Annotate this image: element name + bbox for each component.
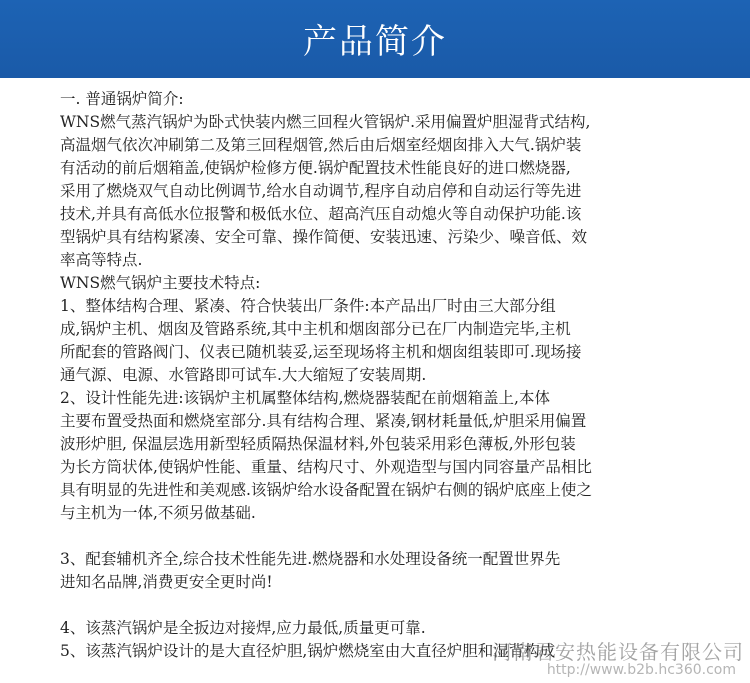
text-line: 3、配套辅机齐全,综合技术性能先进.燃烧器和水处理设备统一配置世界先 bbox=[60, 550, 561, 568]
text-line: WNS燃气锅炉主要技术特点: bbox=[60, 274, 261, 292]
spacer bbox=[60, 525, 710, 548]
text-line: 高温烟气依次冲刷第二及第三回程烟管,然后由后烟室经烟囱排入大气.锅炉装 bbox=[60, 136, 582, 154]
page-header bbox=[0, 0, 750, 78]
watermark-url: http://www.b2b.hc360.com bbox=[546, 662, 736, 678]
text-line: 成,锅炉主机、烟囱及管路系统,其中主机和烟囱部分已在厂内制造完毕,主机 bbox=[60, 320, 571, 338]
text-line: 5、该蒸汽锅炉设计的是大直径炉胆,锅炉燃烧室由大直径炉胆和湿背构成 bbox=[60, 642, 556, 660]
text-line: 主要布置受热面和燃烧室部分.具有结构合理、紧凑,钢材耗量低,炉胆采用偏置 bbox=[60, 412, 587, 430]
spacer bbox=[60, 594, 710, 617]
text-line: 2、设计性能先进:该锅炉主机属整体结构,燃烧器装配在前烟箱盖上,本体 bbox=[60, 389, 550, 407]
text-line: 1、整体结构合理、紧凑、符合快装出厂条件:本产品出厂时由三大部分组 bbox=[60, 297, 556, 315]
text-line: 所配套的管路阀门、仪表已随机装妥,运至现场将主机和烟囱组装即可.现场接 bbox=[60, 343, 582, 361]
text-line: 与主机为一体,不须另做基础. bbox=[60, 504, 256, 522]
text-line: 进知名品牌,消费更安全更时尚! bbox=[60, 573, 273, 591]
company-watermark: 河南君安热能设备有限公司 bbox=[492, 640, 744, 664]
text-line: 波形炉胆, 保温层选用新型轻质隔热保温材料,外包装采用彩色薄板,外形包装 bbox=[60, 435, 576, 453]
text-line: 为长方筒状体,使锅炉性能、重量、结构尺寸、外观造型与国内同容量产品相比 bbox=[60, 458, 592, 476]
text-line: 技术,并具有高低水位报警和极低水位、超高汽压自动熄火等自动保护功能.该 bbox=[60, 205, 582, 223]
product-description bbox=[60, 88, 710, 663]
page-title: 产品简介 bbox=[303, 22, 447, 62]
text-line: 4、该蒸汽锅炉是全扳边对接焊,应力最低,质量更可靠. bbox=[60, 619, 426, 637]
text-line: 型锅炉具有结构紧凑、安全可靠、操作简便、安装迅速、污染少、噪音低、效 bbox=[60, 228, 588, 246]
text-line: 一. 普通锅炉简介: bbox=[60, 90, 184, 108]
text-line: WNS燃气蒸汽锅炉为卧式快装内燃三回程火管锅炉.采用偏置炉胆湿背式结构, bbox=[60, 113, 591, 131]
text-line: 采用了燃烧双气自动比例调节,给水自动调节,程序自动启停和自动运行等先进 bbox=[60, 182, 582, 200]
text-line: 具有明显的先进性和美观感.该锅炉给水设备配置在锅炉右侧的锅炉底座上使之 bbox=[60, 481, 592, 499]
text-line: 率高等特点. bbox=[60, 251, 143, 269]
text-line: 有活动的前后烟箱盖,使锅炉检修方便.锅炉配置技术性能良好的进口燃烧器, bbox=[60, 159, 571, 177]
text-line: 通气源、电源、水管路即可试车.大大缩短了安装周期. bbox=[60, 366, 427, 384]
